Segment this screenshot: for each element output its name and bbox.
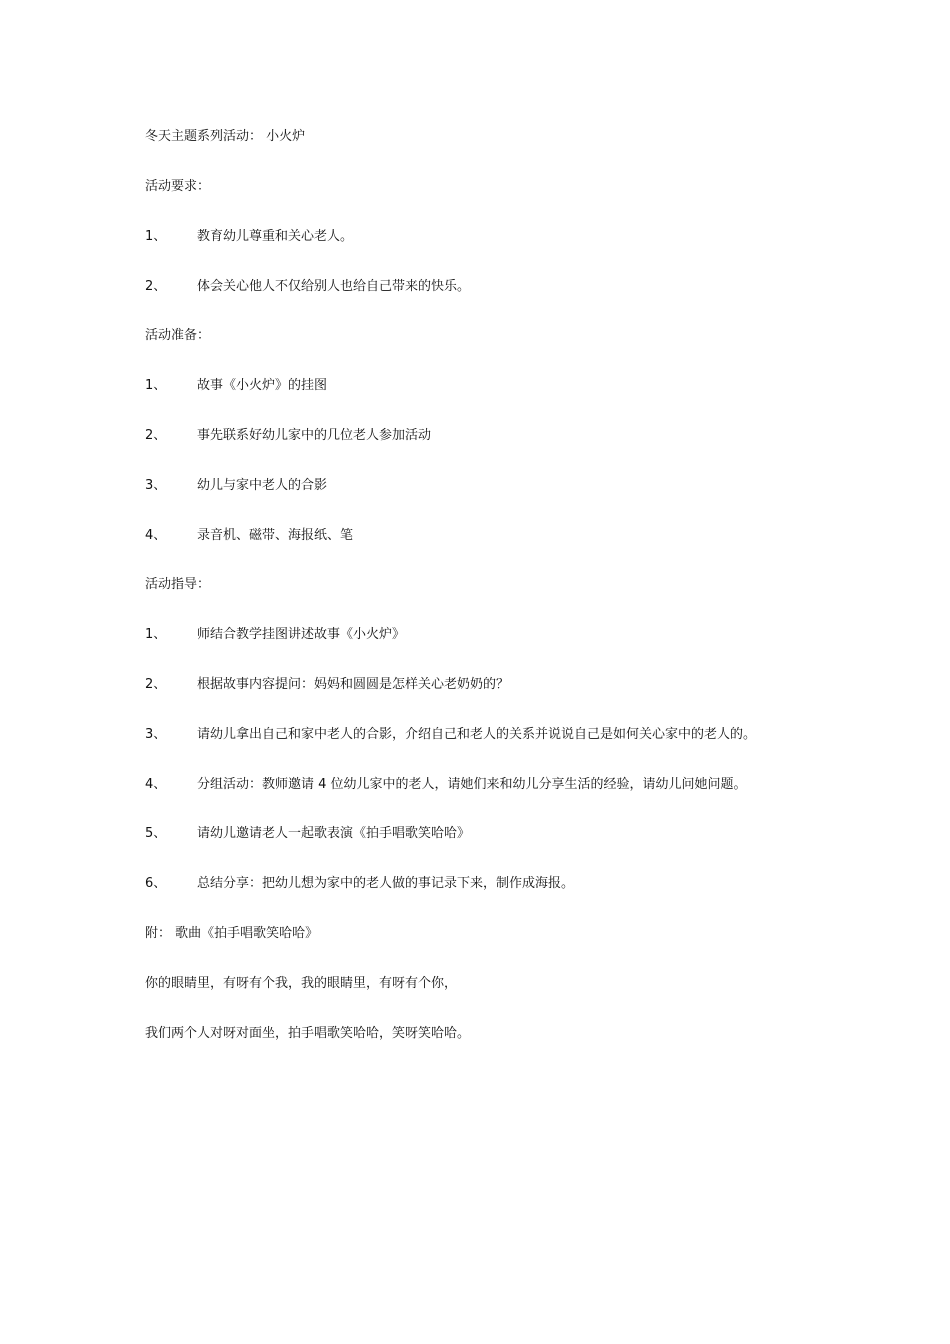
- list-item: [145, 378, 327, 394]
- item-number: 3、: [145, 478, 167, 493]
- list-item: [145, 876, 574, 892]
- requirements-heading: 活动要求：: [145, 179, 211, 194]
- item-number: 1、: [145, 627, 167, 642]
- item-number: 4、: [145, 528, 167, 543]
- item-number: 6、: [145, 876, 167, 891]
- item-text: 故事《小火炉》的挂图: [197, 378, 328, 393]
- item-number: 2、: [145, 428, 167, 443]
- item-number: 2、: [145, 279, 167, 294]
- item-text: 教育幼儿尊重和关心老人。: [197, 229, 354, 244]
- list-item: [145, 478, 327, 494]
- item-text: 录音机、磁带、海报纸、笔: [197, 528, 354, 543]
- lyric-line: 你的眼睛里，有呀有个我，我的眼睛里，有呀有个你，: [145, 976, 458, 991]
- item-text: 请幼儿邀请老人一起歌表演《拍手唱歌笑哈哈》: [197, 826, 471, 841]
- item-number: 2、: [145, 677, 167, 692]
- list-item: [145, 528, 353, 544]
- item-number: 3、: [145, 727, 167, 742]
- item-text: 总结分享：把幼儿想为家中的老人做的事记录下来，制作成海报。: [197, 876, 575, 891]
- document-title: 冬天主题系列活动： 小火炉: [145, 129, 306, 144]
- lyric-line: 我们两个人对呀对面坐，拍手唱歌笑哈哈，笑呀笑哈哈。: [145, 1026, 471, 1041]
- item-text: 体会关心他人不仅给别人也给自己带来的快乐。: [197, 279, 471, 294]
- list-item: [145, 826, 470, 842]
- list-item: [145, 279, 470, 295]
- list-item: [145, 777, 747, 793]
- item-number: 4、: [145, 777, 167, 792]
- item-text: 事先联系好幼儿家中的几位老人参加活动: [197, 428, 432, 443]
- list-item: [145, 677, 509, 693]
- item-text: 根据故事内容提问：妈妈和圆圆是怎样关心老奶奶的？: [197, 677, 510, 692]
- list-item: [145, 428, 431, 444]
- item-number: 5、: [145, 826, 167, 841]
- item-number: 1、: [145, 229, 167, 244]
- item-text: 分组活动：教师邀请 4 位幼儿家中的老人，请她们来和幼儿分享生活的经验，请幼儿问她问题。: [197, 777, 747, 792]
- list-item: [145, 627, 405, 643]
- list-item: [145, 727, 756, 743]
- item-text: 请幼儿拿出自己和家中老人的合影，介绍自己和老人的关系并说说自己是如何关心家中的老人的。: [197, 727, 757, 742]
- appendix-heading: 附： 歌曲《拍手唱歌笑哈哈》: [145, 926, 319, 941]
- item-text: 幼儿与家中老人的合影: [197, 478, 328, 493]
- item-text: 师结合教学挂图讲述故事《小火炉》: [197, 627, 406, 642]
- guidance-heading: 活动指导：: [145, 577, 211, 592]
- item-number: 1、: [145, 378, 167, 393]
- preparation-heading: 活动准备：: [145, 328, 211, 343]
- list-item: [145, 229, 353, 245]
